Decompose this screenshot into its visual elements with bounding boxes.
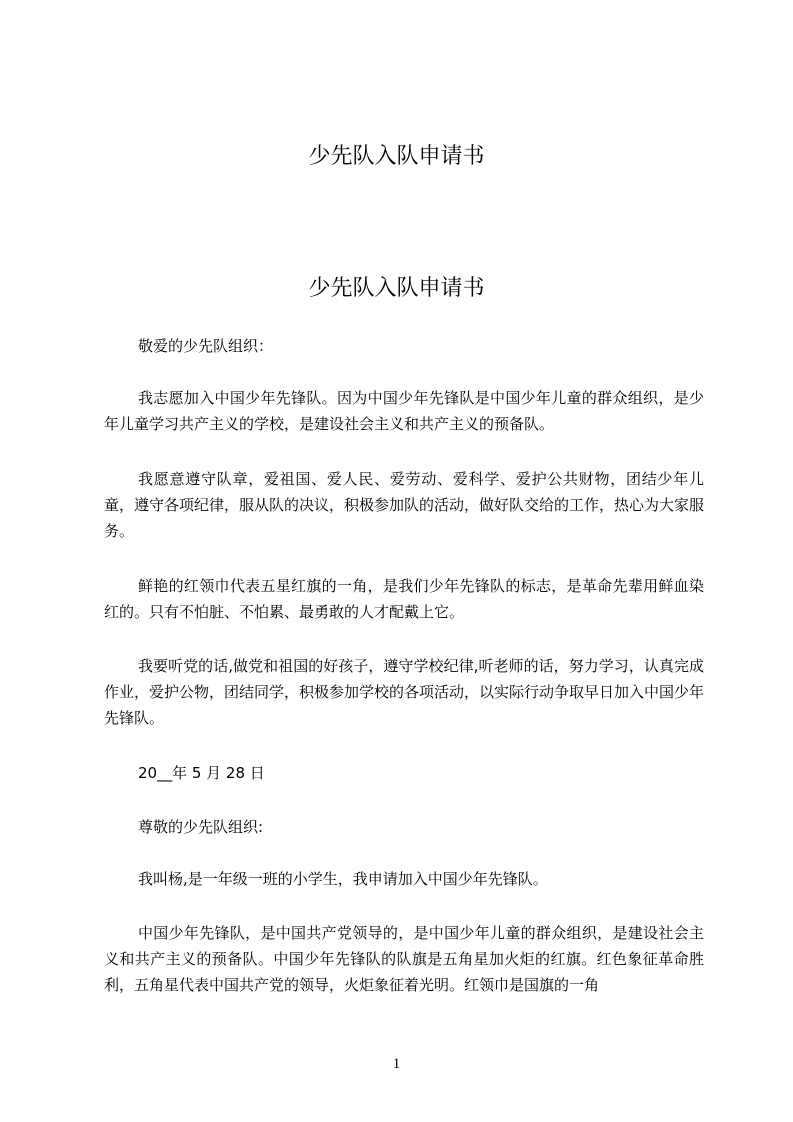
paragraph-3: 鲜艳的红领巾代表五星红旗的一角，是我们少年先锋队的标志，是革命先辈用鲜血染红的。只有不怕脏、不怕累、最勇敢的人才配戴上它。	[104, 577, 704, 621]
paragraph-2: 我愿意遵守队章，爱祖国、爱人民、爱劳动、爱科学、爱护公共财物，团结少年儿童，遵守各项纪律，服从队的决议，积极参加队的活动，做好队交给的工作，热心为大家服务。	[104, 470, 705, 540]
second-salutation: 尊敬的少先队组织:	[138, 818, 264, 836]
date-line: 20__年 5 月 28 日	[138, 764, 265, 782]
paragraph-5: 我叫杨,是一年级一班的小学生，我申请加入中国少年先锋队。	[138, 870, 548, 888]
paragraph-6: 中国少年先锋队，是中国共产党领导的，是中国少年儿童的群众组织，是建设社会主义和共产主义的预备队。中国少年先锋队的队旗是五角星加火炬的红旗。红色象征革命胜利，五角星代表中国共产党的领导，火炬象征着光明。红领巾是国旗的一角	[104, 924, 704, 994]
document-title: 少先队入队申请书	[308, 276, 485, 301]
page-number: 1	[392, 1056, 401, 1072]
salutation: 敬爱的少先队组织：	[138, 337, 274, 355]
paragraph-4: 我要听党的话,做党和祖国的好孩子，遵守学校纪律,听老师的话，努力学习，认真完成作业，爱护公物，团结同学，积极参加学校的各项活动，以实际行动争取早日加入中国少年先锋队。	[104, 657, 705, 727]
paragraph-1: 我志愿加入中国少年先锋队。因为中国少年先锋队是中国少年儿童的群众组织，是少年儿童学习共产主义的学校，是建设社会主义和共产主义的预备队。	[104, 389, 704, 433]
cover-title: 少先队入队申请书	[308, 144, 485, 169]
